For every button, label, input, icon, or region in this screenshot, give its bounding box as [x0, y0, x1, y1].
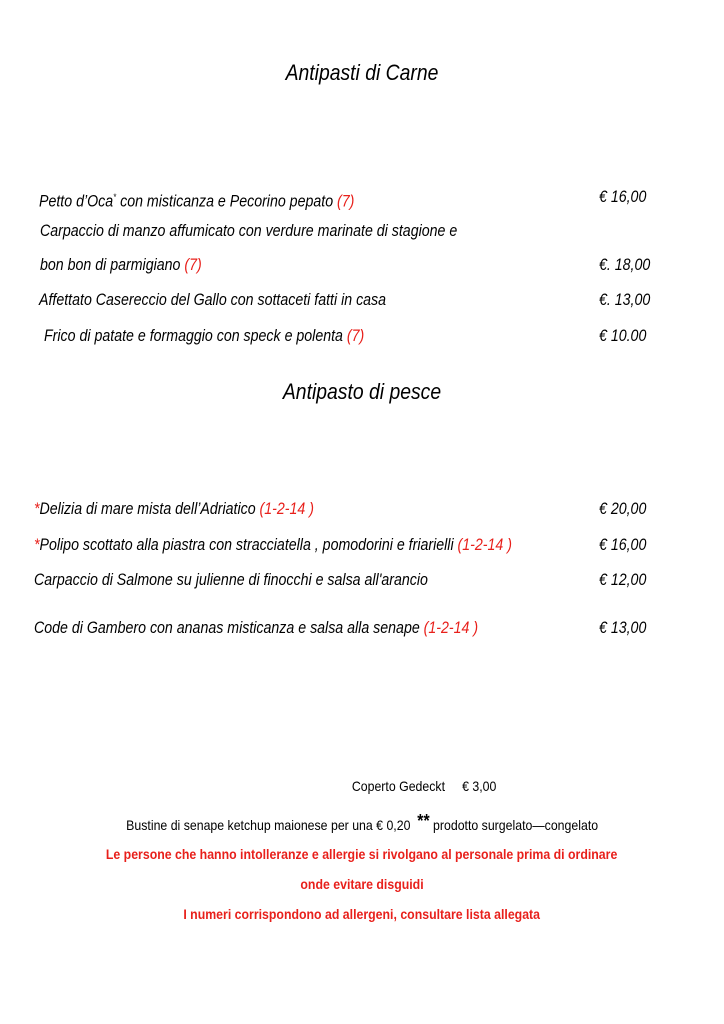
fish-section-title: Antipasto di pesce: [282, 379, 442, 404]
price-affettato: €. 13,00: [599, 291, 651, 309]
item-name: Code di Gambero con ananas misticanza e salsa alla senape: [34, 619, 424, 637]
frozen-mark: *: [113, 192, 117, 202]
menu-item-carpaccio-manzo-cont: [40, 255, 202, 275]
allergen-codes: (7): [346, 327, 365, 345]
price-petto-oca: € 16,00: [599, 188, 647, 206]
frozen-note: prodotto surgelato—congelato: [432, 817, 598, 833]
menu-item-carpaccio-salmone: Carpaccio di Salmone su julienne di finocchi e salsa all'arancio: [34, 571, 428, 589]
allergen-codes: (1-2-14 ): [259, 500, 314, 518]
allergen-codes: (1-2-14 ): [423, 619, 479, 637]
frozen-stars: **: [417, 811, 430, 831]
menu-item-carpaccio-manzo: Carpaccio di manzo affumicato con verdure marinate di stagione e: [40, 222, 458, 240]
frozen-mark: *: [34, 500, 40, 518]
allergy-warning-text: Le persone che hanno intolleranze e allergie si rivolgano al personale prima di ordinare: [106, 846, 618, 862]
allergy-warning-text-2: onde evitare disguidi: [300, 876, 424, 892]
allergen-codes: (1-2-14 ): [457, 536, 512, 554]
item-name: Petto d’Oca: [39, 192, 114, 211]
allergy-warning: [0, 845, 724, 863]
menu-item-polipo: [34, 535, 512, 555]
bustine-line: [0, 812, 724, 834]
price-delizia-mare: € 20,00: [599, 500, 647, 518]
allergen-list-text: I numeri corrispondono ad allergeni, consultare lista allegata: [183, 906, 541, 922]
item-name: Delizia di mare mista dell’Adriatico: [39, 500, 260, 518]
price-polipo: € 16,00: [599, 536, 647, 554]
frozen-mark: *: [34, 536, 40, 554]
item-desc: con misticanza e Pecorino pepato: [116, 192, 338, 211]
price-code-gambero: € 13,00: [599, 619, 647, 637]
item-name: Frico di patate e formaggio con speck e polenta: [44, 327, 347, 345]
allergen-codes: (7): [184, 256, 202, 274]
menu-item-affettato: Affettato Casereccio del Gallo con sottaceti fatti in casa: [39, 291, 387, 309]
allergen-list-note: [0, 905, 724, 923]
allergen-codes: (7): [337, 192, 355, 211]
item-name: bon bon di parmigiano: [40, 256, 185, 274]
item-name: Polipo scottato alla piastra con stracciatella , pomodorini e friarielli: [39, 536, 458, 554]
menu-item-delizia-mare: [34, 499, 314, 519]
coperto-label: Coperto Gedeckt: [351, 778, 445, 794]
coperto-price: € 3,00: [461, 778, 497, 794]
bustine-text: Bustine di senape ketchup maionese per una € 0,20: [126, 817, 411, 833]
allergy-warning-2: [0, 875, 724, 893]
price-frico: € 10.00: [599, 327, 647, 345]
menu-item-petto-oca: [39, 187, 354, 212]
menu-item-frico: [44, 326, 364, 346]
menu-item-code-gambero: [34, 618, 478, 638]
price-carpaccio-manzo: €. 18,00: [599, 256, 651, 274]
coperto-line: [62, 777, 724, 795]
meat-section-title: Antipasti di Carne: [285, 60, 439, 85]
price-carpaccio-salmone: € 12,00: [599, 571, 647, 589]
